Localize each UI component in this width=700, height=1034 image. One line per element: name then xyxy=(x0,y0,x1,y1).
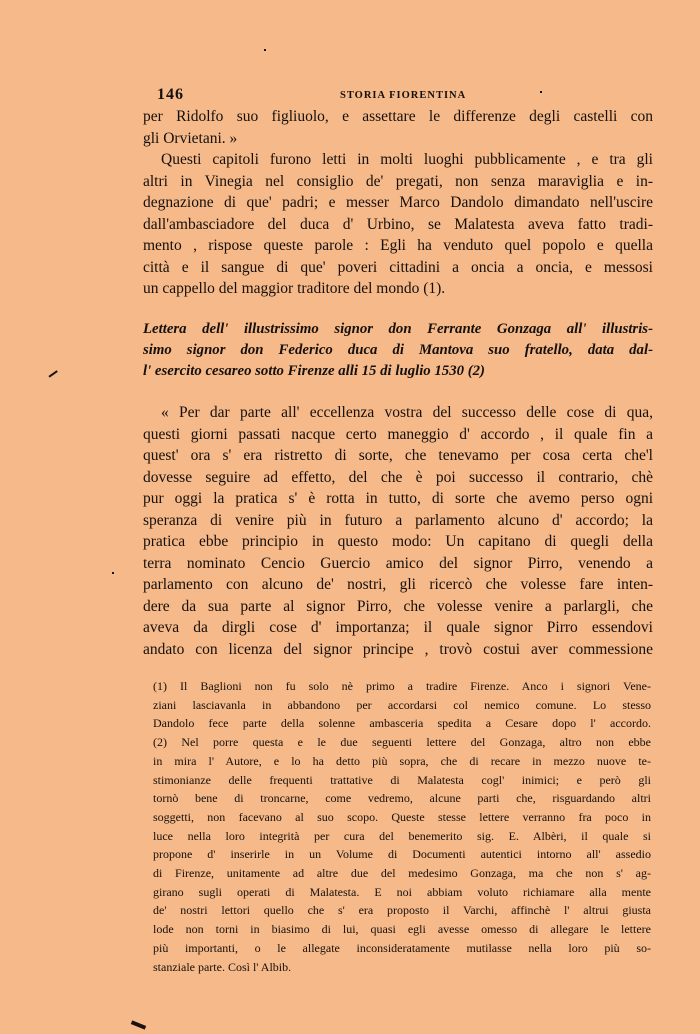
page-content xyxy=(143,86,653,660)
letter-line: dovesse seguire ad effetto, del che è poi successo il contrario, chè xyxy=(143,468,653,486)
letter-line: parlamento con alcuno de' nostri, gli ricercò che volesse fare inten- xyxy=(143,576,653,594)
letter-title-line: l' esercito cesareo sotto Firenze alli 15 di luglio 1530 (2) xyxy=(143,363,485,380)
footnote-line: di Firenze, unitamente ad altre due del medesimo Gonzaga, ma che non s' ag- xyxy=(153,866,651,881)
letter-title-line: Lettera dell' illustrissimo signor don Ferrante Gonzaga all' illustris- xyxy=(143,320,653,337)
footnote-line: in mira l' Autore, e lo ha detto più sopra, che di recare in mezzo nuove te- xyxy=(153,753,651,768)
letter-line: pur oggi la pratica s' è rotta in tutto, di sorte che avemo perso ogni xyxy=(143,490,653,508)
body-text xyxy=(143,106,653,300)
footnote-line: luce nella loro integrità per cura del benemerito sig. E. Albèri, il quale si xyxy=(153,828,651,843)
footnote-line: stimonianze delle frequenti trattative di Malatesta cogl' inimici; e però gli xyxy=(153,772,651,787)
footnote-line: girano sugli operati di Malatesta. E noi abbiam voluto richiamare alla mente xyxy=(153,884,651,899)
letter-title-line: simo signor don Federico duca di Mantova suo fratello, data dal- xyxy=(143,341,653,358)
footnote-line: ziani lasciavanla in abbandono per accordarsi col nemico comune. Lo stesso xyxy=(153,697,651,712)
footnote-line: (2) Nel porre questa e le due seguenti lettere del Gonzaga, altro non ebbe xyxy=(153,735,651,750)
letter-body xyxy=(143,402,653,660)
text-line: città e il sangue di que' poveri cittadini a oncia a oncia, e messosi xyxy=(143,258,653,276)
letter-line: andato con licenza del signor principe , trovò costui aver commessione xyxy=(143,640,653,658)
ink-stroke xyxy=(48,370,57,377)
letter-line: aveva da dirgli cose d' importanza; il quale signor Pirro essendovi xyxy=(143,619,653,637)
text-line: un cappello del maggior traditore del mondo (1). xyxy=(143,280,446,297)
text-line: per Ridolfo suo figliuolo, e assettare le differenze degli castelli con xyxy=(143,108,653,125)
page-number: 146 xyxy=(157,86,184,103)
footnote-line: (1) Il Baglioni non fu solo nè primo a tradire Firenze. Anco i signori Vene- xyxy=(153,679,651,693)
footnote-line: soggetti, non facevano al suo scopo. Queste stesse lettere verranno fra poco in xyxy=(153,809,651,824)
footnote-line: più importanti, o le allegate inconsideratamente mutilasse nella loro più so- xyxy=(153,940,651,955)
letter-line: « Per dar parte all' eccellenza vostra del successo delle cose di qua, xyxy=(161,404,653,422)
footnote-line: propone d' inserirle in un Volume di Documenti autentici intorno all' assedio xyxy=(153,847,651,862)
text-line: altri in Vinegia nel consiglio de' pregati, non senza maraviglia e in- xyxy=(143,172,653,190)
text-line: degnazione di que' padri; e messer Marco Dandolo dimandato nell'uscire xyxy=(143,194,653,211)
footnotes xyxy=(153,677,651,976)
footnote-line: Dandolo fece parte della solenne ambasceria spedita a Cesare dopo l' accordo. xyxy=(153,716,651,731)
text-line: Questi capitoli furono letti in molti luoghi pubblicamente , e tra gli xyxy=(161,151,653,168)
footnote-line: tornò bene di troncarne, come vedremo, alcune parti che, risguardando altri xyxy=(153,791,651,806)
footnote-line: de' nostri lettori quello che s' era proposto il Varchi, affinchè l' altrui giusta xyxy=(153,903,651,918)
letter-line: questi giorni passati nacque certo maneggio d' accordo , il quale fin a xyxy=(143,425,653,443)
footnote-line: lode non torni in biasimo di lui, quasi egli avesse omesso di allegare le lettere xyxy=(153,922,651,937)
text-line: dall'ambasciadore del duca d' Urbino, se Malatesta aveva fatto tradi- xyxy=(143,215,653,233)
letter-line: quest' ora s' era ristretto di sorte, che tenevamo per cosa certa che'l xyxy=(143,447,653,465)
text-line: gli Orvietani. » xyxy=(143,129,238,147)
text-line: mento , rispose queste parole : Egli ha venduto quel popolo e quella xyxy=(143,237,653,254)
letter-title xyxy=(143,319,653,383)
ink-speck xyxy=(112,572,114,574)
running-title: STORIA FIORENTINA xyxy=(340,90,467,101)
page-header xyxy=(143,86,653,106)
ink-stroke xyxy=(131,1020,146,1029)
letter-line: speranza di venire più in futuro a parlamento alcuno d' accordo; la xyxy=(143,511,653,529)
letter-line: dere da sua parte al signor Pirro, che volesse venire a parlargli, che xyxy=(143,597,653,615)
letter-line: terra nominato Cencio Guercio amico del signor Pirro, venendo a xyxy=(143,554,653,572)
ink-speck xyxy=(264,49,266,51)
letter-line: pratica ebbe principio in questo modo: Un capitano di quegli della xyxy=(143,533,653,551)
footnote-line: stanziale parte. Così l' Albib. xyxy=(153,959,292,974)
